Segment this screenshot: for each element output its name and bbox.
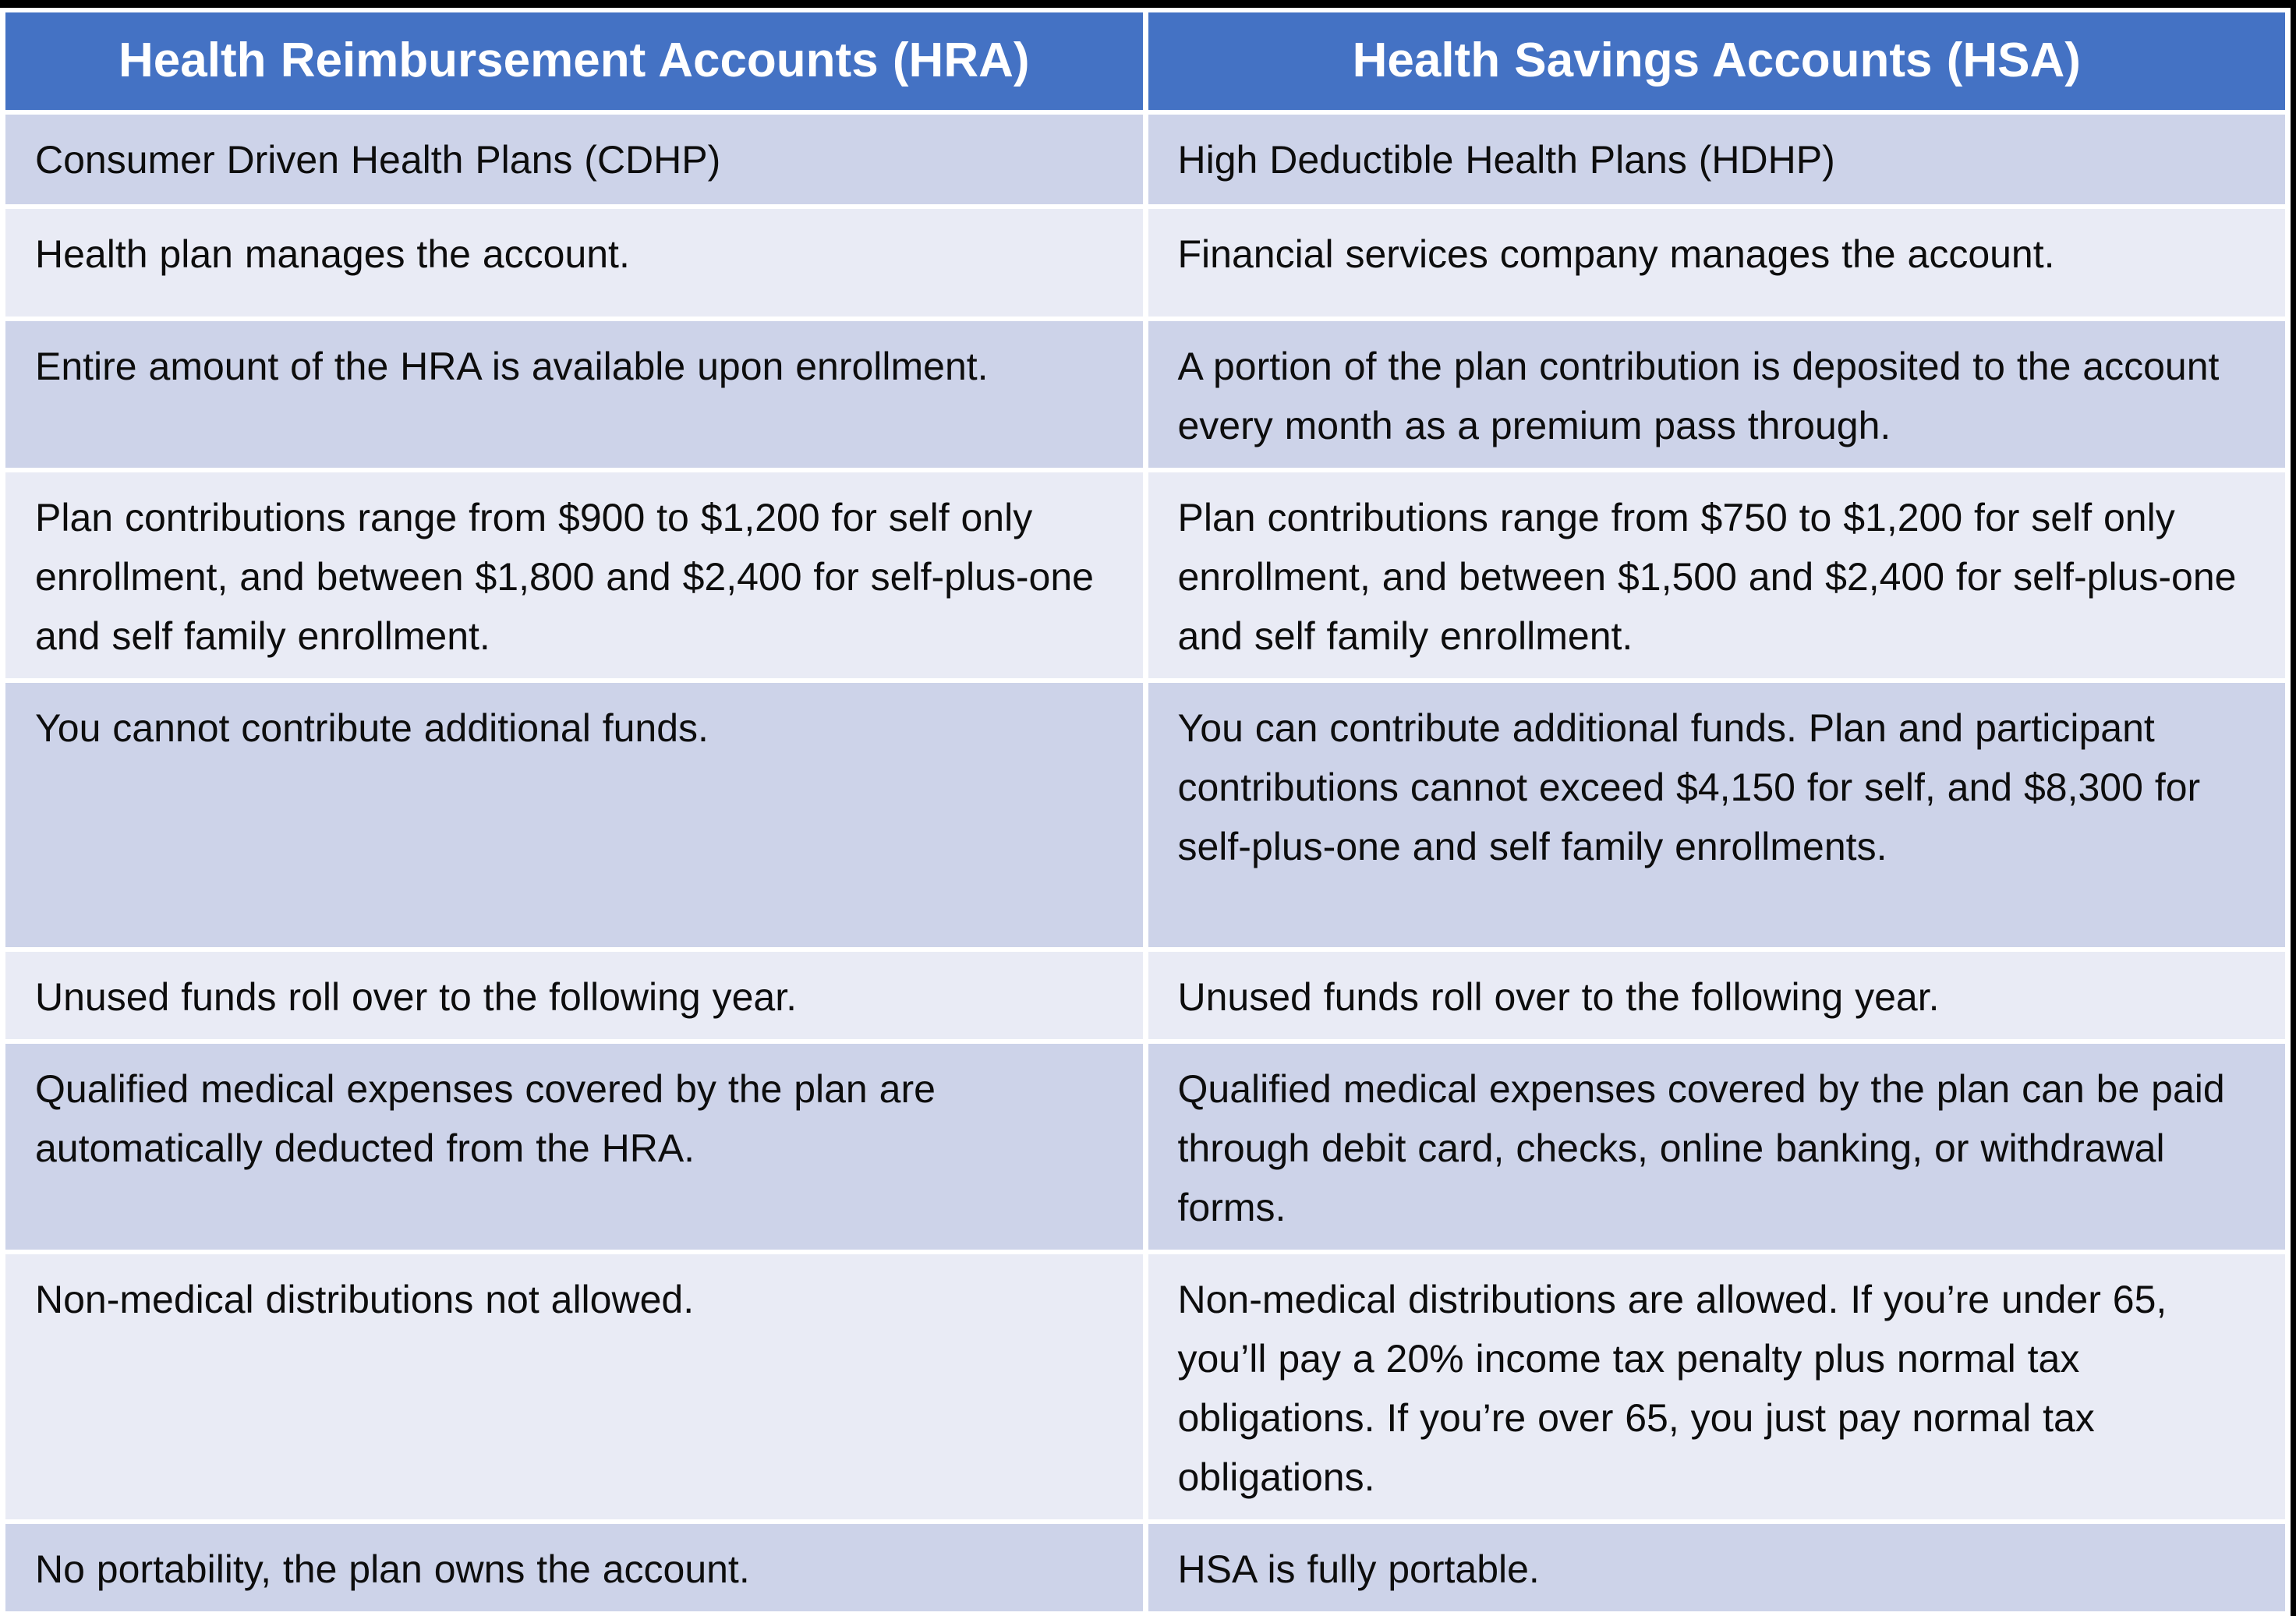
hra-column-header: Health Reimbursement Accounts (HRA) <box>5 12 1143 110</box>
table-row-account-manager <box>5 209 2285 316</box>
table-row-rollover <box>5 952 2285 1039</box>
table-row-plan-contributions <box>5 472 2285 678</box>
table-row-qualified-expenses <box>5 1044 2285 1250</box>
hra-cell-qualified-expenses: Qualified medical expenses covered by the plan are automatically deducted from the HRA. <box>5 1044 1143 1250</box>
hra-cell-additional-funds: You cannot contribute additional funds. <box>5 683 1143 947</box>
table-row-fund-availability <box>5 321 2285 468</box>
hra-cell-nonmedical-distributions: Non-medical distributions not allowed. <box>5 1254 1143 1519</box>
hsa-cell-plan-type: High Deductible Health Plans (HDHP) <box>1148 115 2286 204</box>
hsa-cell-plan-contributions: Plan contributions range from $750 to $1,200 for self only enrollment, and between $1,500 and $2,400 for self-plus-one and self family enrollment. <box>1148 472 2286 678</box>
hra-cell-plan-type: Consumer Driven Health Plans (CDHP) <box>5 115 1143 204</box>
hra-hsa-comparison-table <box>0 8 2291 1616</box>
hra-cell-rollover: Unused funds roll over to the following year. <box>5 952 1143 1039</box>
hra-cell-fund-availability: Entire amount of the HRA is available upon enrollment. <box>5 321 1143 468</box>
hra-cell-plan-contributions: Plan contributions range from $900 to $1,200 for self only enrollment, and between $1,800 and $2,400 for self-plus-one and self family enrollment. <box>5 472 1143 678</box>
hsa-cell-account-manager: Financial services company manages the account. <box>1148 209 2286 316</box>
hsa-cell-additional-funds: You can contribute additional funds. Plan and participant contributions cannot exceed $4,150 for self, and $8,300 for self-plus-one and self family enrollments. <box>1148 683 2286 947</box>
table-row-nonmedical-distributions <box>5 1254 2285 1519</box>
hsa-column-header: Health Savings Accounts (HSA) <box>1148 12 2286 110</box>
hsa-cell-nonmedical-distributions: Non-medical distributions are allowed. If you’re under 65, you’ll pay a 20% income tax penalty plus normal tax obligations. If you’re over 65, you just pay normal tax obligations. <box>1148 1254 2286 1519</box>
hra-cell-portability: No portability, the plan owns the account. <box>5 1524 1143 1611</box>
table-row-portability <box>5 1524 2285 1611</box>
hsa-cell-fund-availability: A portion of the plan contribution is deposited to the account every month as a premium pass through. <box>1148 321 2286 468</box>
hsa-cell-portability: HSA is fully portable. <box>1148 1524 2286 1611</box>
header-row <box>5 12 2285 110</box>
table-row-additional-funds <box>5 683 2285 947</box>
hsa-cell-qualified-expenses: Qualified medical expenses covered by the plan can be paid through debit card, checks, online banking, or withdrawal forms. <box>1148 1044 2286 1250</box>
slide-frame <box>0 8 2291 1585</box>
hra-cell-account-manager: Health plan manages the account. <box>5 209 1143 316</box>
table-row-plan-type <box>5 115 2285 204</box>
hsa-cell-rollover: Unused funds roll over to the following year. <box>1148 952 2286 1039</box>
